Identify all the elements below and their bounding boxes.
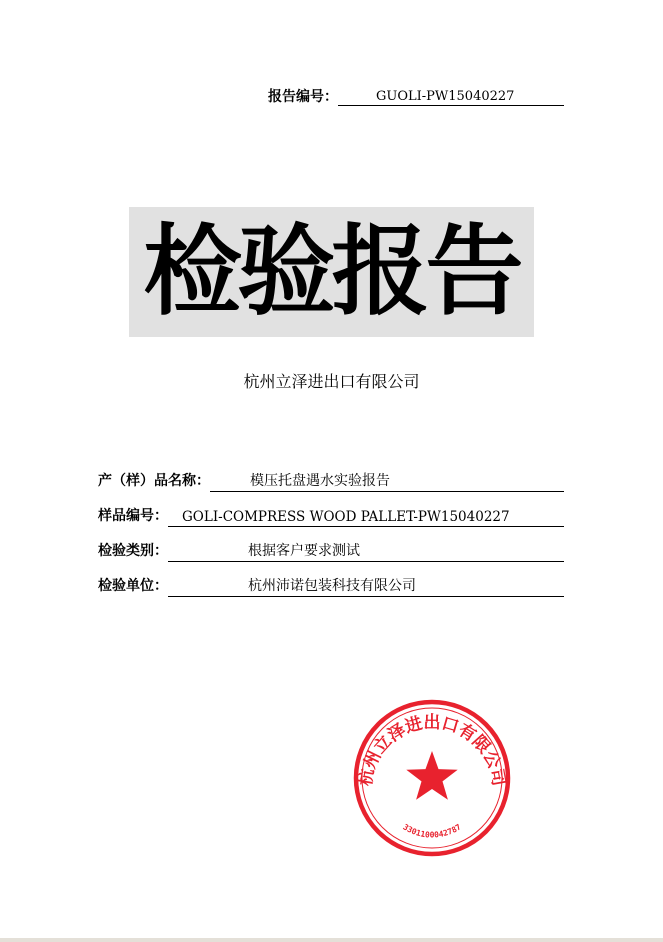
inspection-type-underline <box>168 541 564 562</box>
inspection-unit-row <box>98 575 564 597</box>
page-bottom-edge <box>0 938 663 942</box>
inspection-type-row <box>98 540 564 562</box>
inspection-type-value: 根据客户要求测试 <box>248 543 360 559</box>
inspection-unit-label: 检验单位： <box>98 578 168 594</box>
seal-code-text <box>401 822 462 839</box>
company-name: 杭州立泽进出口有限公司 <box>243 372 420 391</box>
inspection-unit-underline <box>168 576 564 597</box>
product-name-value: 模压托盘遇水实验报告 <box>250 473 390 489</box>
report-number-underline <box>338 87 564 106</box>
inspection-unit-value: 杭州沛诺包装科技有限公司 <box>248 578 416 594</box>
report-title-box <box>129 207 534 337</box>
company-seal-stamp <box>352 698 512 858</box>
sample-number-underline <box>168 506 564 527</box>
sample-number-row <box>98 505 564 527</box>
seal-code-textpath: 3301100042787 <box>401 822 463 840</box>
product-name-underline <box>210 471 564 492</box>
report-title: 检验报告 <box>143 215 520 329</box>
inspection-type-label: 检验类别： <box>98 543 168 559</box>
report-number-value: GUOLI-PW15040227 <box>376 89 515 104</box>
report-number <box>268 86 564 106</box>
report-number-label: 报告编号： <box>268 89 338 105</box>
seal-company-textpath: 杭州立泽进出口有限公司 <box>355 712 509 788</box>
sample-number-value: GOLI-COMPRESS WOOD PALLET-PW15040227 <box>182 509 510 525</box>
product-name-label: 产（样）品名称： <box>98 473 210 489</box>
seal-star-icon <box>406 751 457 800</box>
product-name-row <box>98 470 564 492</box>
sample-number-label: 样品编号： <box>98 508 168 524</box>
